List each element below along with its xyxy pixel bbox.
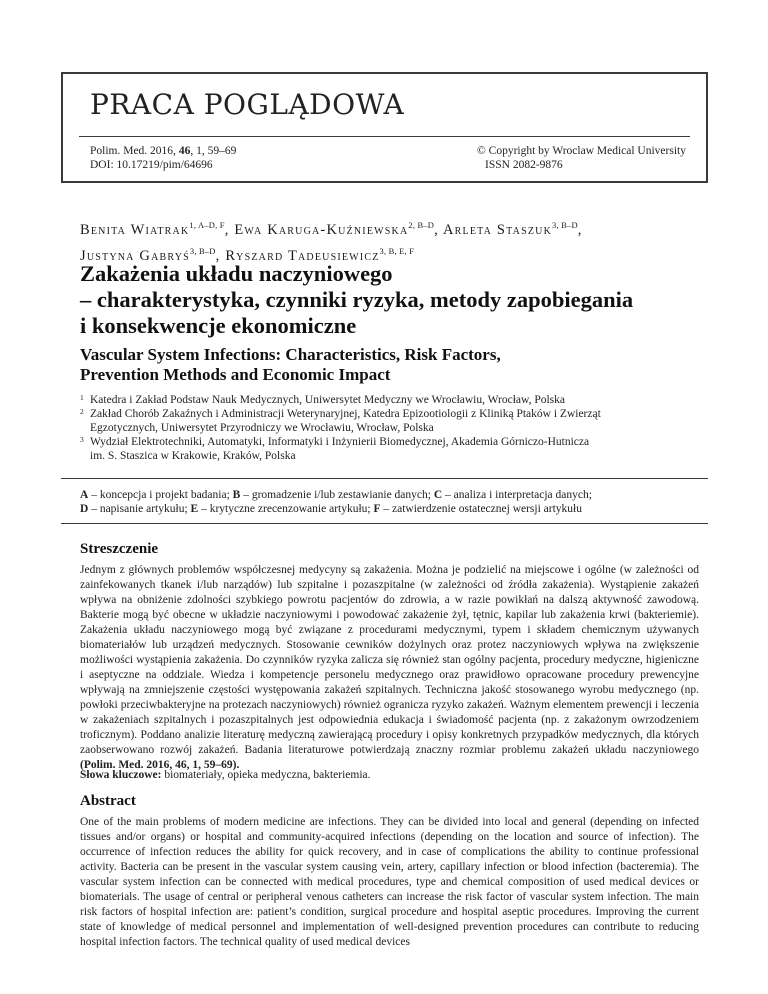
journal-header-box	[61, 72, 708, 183]
streszczenie-heading: Streszczenie	[80, 541, 159, 557]
author-line: Benita Wiatrak$^{1, A-D, F}$, Ewa Karuga-Kuźniewska$^{2, B-D}$, Arleta Staszuk$^{3, B-D}$,	[80, 220, 583, 238]
author-name: Ewa Karuga-Kuźniewska	[234, 222, 409, 238]
affiliation-number: 3	[80, 435, 84, 444]
section-label: PRACA POGLĄDOWA	[90, 88, 405, 121]
header-divider	[79, 136, 690, 137]
issn: ISSN 2082-9876	[485, 159, 563, 171]
author-name: Benita Wiatrak	[80, 222, 190, 238]
author-name: Ryszard Tadeusiewicz	[225, 248, 380, 264]
abstract-heading: Abstract	[80, 793, 136, 809]
author-name: Arleta Staszuk	[443, 222, 553, 238]
journal-citation: Polim. Med. 2016, 46, 1, 59–69	[90, 145, 237, 157]
copyright-notice: © Copyright by Wroclaw Medical University	[477, 145, 686, 157]
journal-volume: 46	[178, 145, 191, 157]
affiliations-list	[80, 393, 710, 463]
article-title-english: Vascular System Infections: Characteristics, Risk Factors, Prevention Methods and Economic Impact	[80, 345, 501, 384]
affiliation-number: 1	[80, 393, 84, 402]
copyright-block	[477, 144, 686, 172]
affiliation-item: 2 Zakład Chorób Zakaźnych i Administracji Weterynaryjnej, Katedra Epizootiologii z Kliniką Ptaków i Zwierząt Egzotycznych, Uniwersytet Przyrodniczy we Wrocławiu, Wrocław, Polska	[80, 407, 601, 434]
abstract-text: One of the main problems of modern medicine are infections. They can be divided into local and general (depending on infected tissues and/or organs) or hospital and community-acquired infections (depending on the location and source of infection). The occurrence of infection reduces the ability for quick recovery, and in case of complications the ability to continue professional activity. Bacteria can be present in the vascular system causing vein, artery, capillary infection or blood infection (bacteremia). The vascular system infection can be connected with medical procedures, type and chemical composition of used medical devices or biomaterials. The usage of central or peripheral venous catheters can increase the risk factor of vascular system infection. The main risk factors of hospital infection are: patient’s condition, surgical procedure and hospital aseptic procedures. Improving the current state of knowledge of medical personnel and implementation of well-designed prevention procedures can contribute to reducing hospital infection factors. The technical quality of used medical devices	[80, 816, 699, 948]
keywords-line	[80, 768, 700, 782]
author-list	[80, 215, 700, 267]
journal-reference: (Polim. Med. 2016, 46, 1, 59–69).	[80, 759, 240, 771]
author-affiliation-mark: 3, B–D	[552, 220, 578, 230]
author-affiliation-mark: 2, B–D	[408, 220, 435, 230]
streszczenie-text: Jednym z głównych problemów współczesnej medycyny są zakażenia. Można je podzielić na miejscowe i ogólne (w zależności od zainfekowanych tkanek i/lub narządów) lub szpitalne i pozaszpitalne (w zależności od źródła zakażenia). Wystąpienie zakażeń wpływa na obniżenie zdolności szybkiego powrotu pacjentów do zdrowia, a w razie powikłań na dalszą aktywność zawodową. Bakterie mogą być obecne w układzie naczyniowymi i powodować zakażenie żył, tętnic, kapilar lub zakażenia krwi (bakteriemie). Zakażenia układu naczyniowego mogą być związane z procedurami medycznymi, typem i składem chemicznym używanych biomateriałów lub urządzeń medycznych. Stosowanie cewników dożylnych oraz protez naczyniowych wpływa na zwiększenie możliwości wystąpienia zakażenia. Do czynników ryzyka zalicza się również stan ogólny pacjenta, procedury medyczne, higieniczne i aseptyczne na oddziale. Wiedza i kompetencje personelu medycznego oraz prawidłowo opracowane procedury prewencyjne wpływają na zmniejszenie częstości występowania zakażeń szpitalnych. Techniczna jakość stosowanego wyrobu medycznego (np. powłoki przeciwbakteryjne na protezach naczyniowych) również ogranicza ryzyko zakażeń. Ważnym elementem prewencji i leczenia w zakażeniach szpitalnych i pozaszpitalnych jest odpowiednia edukacja i świadomość pacjenta (np. z zakażonym owrzodzeniem troficznym). Poddano analizie literaturę medyczną zawierającą procedury i opisy konkretnych przypadków medycznych, dla których zaobserwowano rozwój zakażeń. Badania literaturowe potwierdzają znaczny rozmiar problemu zakażeń układu naczyniowego (Polim. Med. 2016, 46, 1, 59–69).	[80, 564, 699, 771]
affiliation-item: 1 Katedra i Zakład Podstaw Nauk Medycznych, Uniwersytet Medyczny we Wrocławiu, Wrocław, Polska	[80, 393, 566, 406]
keywords-label: Słowa kluczowe:	[80, 769, 162, 781]
contribution-line: D – napisanie artykułu; E – krytyczne zrecenzowanie artykułu; F – zatwierdzenie ostatecznej wersji artykułu	[80, 503, 582, 515]
article-title-polish: Zakażenia układu naczyniowego – charakterystyka, czynniki ryzyka, metody zapobiegania i konsekwencje ekonomiczne	[80, 261, 634, 338]
author-contributions	[61, 478, 708, 524]
keywords-list: biomateriały, opieka medyczna, bakteriemia.	[161, 769, 371, 781]
affiliation-number: 2	[80, 407, 84, 416]
author-affiliation-mark: 1, A–D, F	[189, 220, 225, 230]
citation-block	[90, 144, 236, 172]
author-affiliation-mark: 3, B–D	[189, 246, 216, 256]
contribution-line: A – koncepcja i projekt badania; B – gromadzenie i/lub zestawianie danych; C – analiza i interpretacja danych;	[80, 489, 592, 501]
affiliation-item: 3 Wydział Elektrotechniki, Automatyki, Informatyki i Inżynierii Biomedycznej, Akademia Górniczo-Hutnicza im. S. Staszica w Krakowie, Kraków, Polska	[80, 435, 590, 462]
author-line: Justyna Gabryś$^{3, B-D}$, Ryszard Tadeusiewicz$^{3, B, E, F}$	[80, 246, 415, 264]
author-affiliation-mark: 3, B, E, F	[379, 246, 415, 256]
author-name: Justyna Gabryś	[80, 248, 190, 264]
doi: DOI: 10.17219/pim/64696	[90, 159, 213, 171]
